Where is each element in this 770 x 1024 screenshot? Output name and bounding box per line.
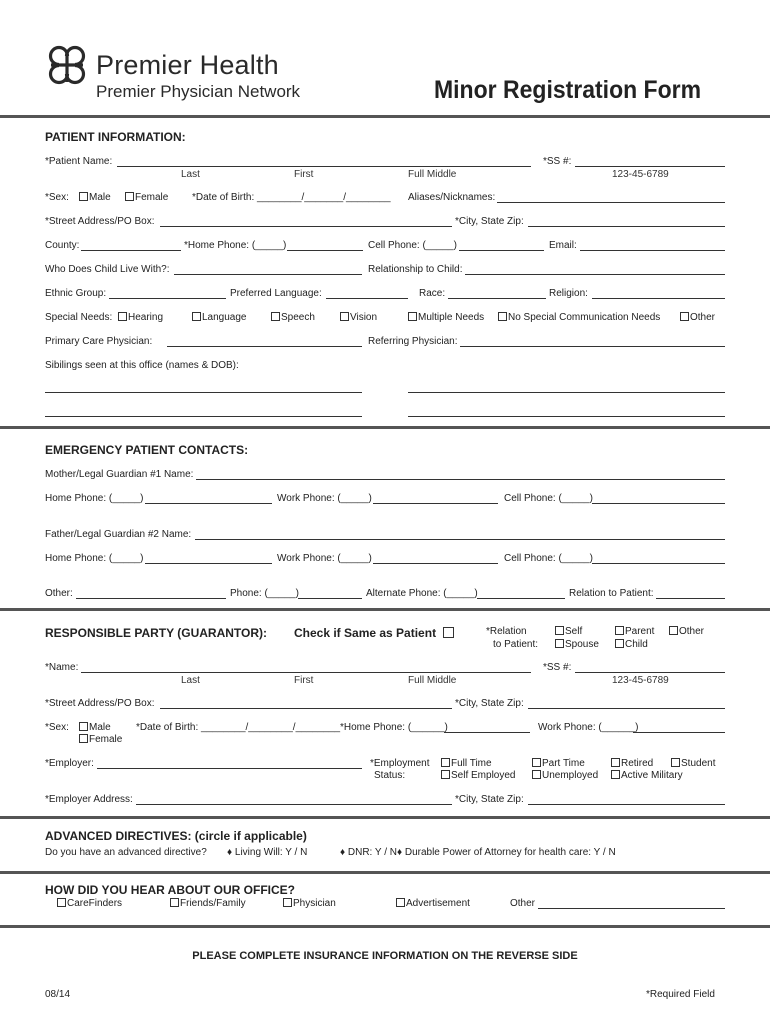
section-divider bbox=[0, 608, 770, 611]
carefinders-option[interactable]: CareFinders bbox=[57, 898, 122, 909]
patient-ss-label: *SS #: bbox=[543, 156, 572, 167]
patient-email-label: Email: bbox=[549, 240, 577, 251]
guarantor-name-label: *Name: bbox=[45, 662, 79, 673]
relation-self-option[interactable]: Self bbox=[555, 626, 582, 637]
ethnic-field[interactable] bbox=[109, 298, 226, 299]
guarantor-female-option[interactable]: Female bbox=[79, 734, 122, 745]
ethnic-label: Ethnic Group: bbox=[45, 288, 107, 299]
relationship-label: Relationship to Child: bbox=[368, 264, 463, 275]
guardian1-work-phone-label: Work Phone: (_____) bbox=[277, 493, 372, 504]
required-field-note: *Required Field bbox=[646, 989, 715, 1000]
patient-male-option[interactable]: Male bbox=[79, 192, 111, 203]
patient-county-field[interactable] bbox=[81, 250, 181, 251]
relation-parent-option[interactable]: Parent bbox=[615, 626, 654, 637]
patient-email-field[interactable] bbox=[580, 250, 725, 251]
guardian1-home-phone-label: Home Phone: (_____) bbox=[45, 493, 144, 504]
checkbox-icon[interactable] bbox=[118, 312, 127, 321]
guardian2-work-phone-label: Work Phone: (_____) bbox=[277, 553, 372, 564]
employer-address-field[interactable] bbox=[136, 804, 452, 805]
race-label: Race: bbox=[419, 288, 446, 299]
logo-subtitle: Premier Physician Network bbox=[96, 82, 301, 101]
checkbox-icon[interactable] bbox=[79, 734, 88, 743]
checkbox-icon[interactable] bbox=[283, 898, 292, 907]
needs-none-option[interactable]: No Special Communication Needs bbox=[498, 312, 660, 323]
patient-first-caption: First bbox=[294, 169, 314, 180]
guardian2-home-phone-label: Home Phone: (_____) bbox=[45, 553, 144, 564]
employer-field[interactable] bbox=[97, 768, 362, 769]
guarantor-ss-example: 123-45-6789 bbox=[612, 675, 669, 686]
checkbox-icon[interactable] bbox=[57, 898, 66, 907]
needs-hearing-option[interactable]: Hearing bbox=[118, 312, 163, 323]
checkbox-icon[interactable] bbox=[680, 312, 689, 321]
patient-dob-label[interactable]: *Date of Birth: ________/_______/________ bbox=[192, 192, 391, 203]
emergency-section-title: EMERGENCY PATIENT CONTACTS: bbox=[45, 443, 249, 457]
language-label: Preferred Language: bbox=[230, 288, 322, 299]
checkbox-icon[interactable] bbox=[125, 192, 134, 201]
checkbox-icon[interactable] bbox=[408, 312, 417, 321]
patient-ss-example: 123-45-6789 bbox=[612, 169, 669, 180]
logo-mark-icon bbox=[42, 44, 92, 90]
section-divider bbox=[0, 871, 770, 874]
lives-with-field[interactable] bbox=[174, 274, 362, 275]
patient-home-phone-label: *Home Phone: (_____) bbox=[184, 240, 287, 251]
relation-label: *Relation bbox=[486, 626, 527, 637]
retired-option[interactable]: Retired bbox=[611, 758, 653, 769]
alt-phone-label: Alternate Phone: (_____) bbox=[366, 588, 478, 599]
guarantor-sex-label: *Sex: bbox=[45, 722, 69, 733]
guarantor-middle-caption: Full Middle bbox=[408, 675, 457, 686]
race-field[interactable] bbox=[448, 298, 546, 299]
checkbox-icon[interactable] bbox=[615, 639, 624, 648]
referring-label: Referring Physician: bbox=[368, 336, 458, 347]
guardian2-label: Father/Legal Guardian #2 Name: bbox=[45, 529, 192, 540]
patient-city-field[interactable] bbox=[528, 226, 725, 227]
form-version: 08/14 bbox=[45, 989, 71, 1000]
checkbox-icon[interactable] bbox=[79, 722, 88, 731]
patient-city-label: *City, State Zip: bbox=[455, 216, 524, 227]
guardian1-cell-phone-label: Cell Phone: (_____) bbox=[504, 493, 593, 504]
employment-status-label: *Employment bbox=[370, 758, 430, 769]
pcp-field[interactable] bbox=[167, 346, 362, 347]
referral-section-title: HOW DID YOU HEAR ABOUT OUR OFFICE? bbox=[45, 883, 295, 897]
guardian2-cell-phone-field[interactable] bbox=[592, 563, 725, 564]
checkbox-icon[interactable] bbox=[611, 758, 620, 767]
relation-to-patient-field[interactable] bbox=[656, 598, 725, 599]
self-employed-option[interactable]: Self Employed bbox=[441, 770, 515, 781]
guardian2-work-phone-field[interactable] bbox=[373, 563, 498, 564]
friends-family-option[interactable]: Friends/Family bbox=[170, 898, 246, 909]
referral-other-label: Other bbox=[510, 898, 536, 909]
other-contact-field[interactable] bbox=[76, 598, 226, 599]
needs-vision-option[interactable]: Vision bbox=[340, 312, 377, 323]
part-time-option[interactable]: Part Time bbox=[532, 758, 585, 769]
patient-cell-phone-field[interactable] bbox=[459, 250, 544, 251]
checkbox-icon[interactable] bbox=[441, 758, 450, 767]
guardian1-cell-phone-field[interactable] bbox=[592, 503, 725, 504]
needs-language-option[interactable]: Language bbox=[192, 312, 247, 323]
relation-to-patient-label: Relation to Patient: bbox=[569, 588, 654, 599]
guardian1-work-phone-field[interactable] bbox=[373, 503, 498, 504]
other-contact-label: Other: bbox=[45, 588, 73, 599]
checkbox-icon[interactable] bbox=[79, 192, 88, 201]
patient-last-caption: Last bbox=[181, 169, 200, 180]
lives-with-label: Who Does Child Live With?: bbox=[45, 264, 170, 275]
premier-health-logo bbox=[42, 44, 92, 95]
checkbox-icon[interactable] bbox=[170, 898, 179, 907]
section-divider bbox=[0, 426, 770, 429]
siblings-field-1[interactable] bbox=[45, 392, 362, 393]
physician-option[interactable]: Physician bbox=[283, 898, 336, 909]
guarantor-city-label: *City, State Zip: bbox=[455, 698, 524, 709]
patient-middle-caption: Full Middle bbox=[408, 169, 457, 180]
guarantor-section-title: RESPONSIBLE PARTY (GUARANTOR): bbox=[45, 626, 268, 640]
guarantor-address-field[interactable] bbox=[160, 708, 452, 709]
guardian2-cell-phone-label: Cell Phone: (_____) bbox=[504, 553, 593, 564]
relation-other-option[interactable]: Other bbox=[669, 626, 704, 637]
form-title: Minor Registration Form bbox=[434, 76, 702, 104]
guarantor-last-caption: Last bbox=[181, 675, 200, 686]
full-time-option[interactable]: Full Time bbox=[441, 758, 492, 769]
patient-address-field[interactable] bbox=[160, 226, 452, 227]
guarantor-dob-label[interactable]: *Date of Birth: ________/________/________ bbox=[136, 722, 341, 733]
patient-name-field[interactable] bbox=[117, 166, 531, 167]
guarantor-ss-field[interactable] bbox=[575, 672, 725, 673]
guardian1-home-phone-field[interactable] bbox=[145, 503, 272, 504]
guarantor-ss-label: *SS #: bbox=[543, 662, 572, 673]
header-divider bbox=[0, 115, 770, 118]
patient-ss-field[interactable] bbox=[575, 166, 725, 167]
religion-field[interactable] bbox=[592, 298, 725, 299]
checkbox-icon[interactable] bbox=[271, 312, 280, 321]
referral-other-field[interactable] bbox=[538, 908, 725, 909]
religion-label: Religion: bbox=[549, 288, 588, 299]
guardian1-field[interactable] bbox=[196, 479, 725, 480]
checkbox-icon[interactable] bbox=[555, 626, 564, 635]
section-divider bbox=[0, 816, 770, 819]
patient-sex-label: *Sex: bbox=[45, 192, 69, 203]
dnr-poa-option[interactable]: ♦ DNR: Y / N♦ Durable Power of Attorney for health care: Y / N bbox=[340, 847, 616, 858]
checkbox-icon[interactable] bbox=[532, 770, 541, 779]
logo-title: Premier Health bbox=[96, 50, 279, 80]
checkbox-icon[interactable] bbox=[340, 312, 349, 321]
checkbox-icon[interactable] bbox=[396, 898, 405, 907]
guarantor-name-field[interactable] bbox=[81, 672, 531, 673]
employer-label: *Employer: bbox=[45, 758, 94, 769]
relation-label-2: to Patient: bbox=[493, 639, 539, 650]
patient-female-option[interactable]: Female bbox=[125, 192, 168, 203]
siblings-field-2[interactable] bbox=[408, 392, 725, 393]
guarantor-male-option[interactable]: Male bbox=[79, 722, 111, 733]
checkbox-icon[interactable] bbox=[671, 758, 680, 767]
advertisement-option[interactable]: Advertisement bbox=[396, 898, 470, 909]
employer-city-field[interactable] bbox=[528, 804, 725, 805]
checkbox-icon[interactable] bbox=[443, 627, 454, 638]
checkbox-icon[interactable] bbox=[192, 312, 201, 321]
employer-city-label: *City, State Zip: bbox=[455, 794, 524, 805]
active-military-option[interactable]: Active Military bbox=[611, 770, 683, 781]
needs-speech-option[interactable]: Speech bbox=[271, 312, 315, 323]
siblings-field-3[interactable] bbox=[45, 416, 362, 417]
relation-spouse-option[interactable]: Spouse bbox=[555, 639, 599, 650]
relation-child-option[interactable]: Child bbox=[615, 639, 648, 650]
guardian2-home-phone-field[interactable] bbox=[145, 563, 272, 564]
siblings-label: Sibilings seen at this office (names & DOB): bbox=[45, 360, 239, 371]
siblings-field-4[interactable] bbox=[408, 416, 725, 417]
patient-aliases-label: Aliases/Nicknames: bbox=[408, 192, 496, 203]
relationship-field[interactable] bbox=[465, 274, 725, 275]
checkbox-icon[interactable] bbox=[555, 639, 564, 648]
guarantor-work-phone-label: Work Phone: (______) bbox=[538, 722, 639, 733]
checkbox-icon[interactable] bbox=[498, 312, 507, 321]
guarantor-home-phone-field[interactable] bbox=[444, 732, 530, 733]
patient-home-phone-field[interactable] bbox=[287, 250, 363, 251]
same-as-patient-option[interactable]: Check if Same as Patient bbox=[294, 626, 455, 640]
needs-multiple-option[interactable]: Multiple Needs bbox=[408, 312, 484, 323]
patient-county-label: County: bbox=[45, 240, 80, 251]
special-needs-label: Special Needs: bbox=[45, 312, 113, 323]
directive-question: Do you have an advanced directive? bbox=[45, 847, 207, 858]
guarantor-address-label: *Street Address/PO Box: bbox=[45, 698, 155, 709]
other-phone-label: Phone: (_____) bbox=[230, 588, 299, 599]
patient-cell-phone-label: Cell Phone: (_____) bbox=[368, 240, 457, 251]
directives-section-title: ADVANCED DIRECTIVES: (circle if applicable) bbox=[45, 829, 307, 843]
patient-name-label: *Patient Name: bbox=[45, 156, 113, 167]
section-divider bbox=[0, 925, 770, 928]
living-will-option[interactable]: ♦ Living Will: Y / N bbox=[227, 847, 308, 858]
patient-aliases-field[interactable] bbox=[497, 202, 725, 203]
guarantor-first-caption: First bbox=[294, 675, 314, 686]
pcp-label: Primary Care Physician: bbox=[45, 336, 153, 347]
guardian2-field[interactable] bbox=[195, 539, 725, 540]
alt-phone-field[interactable] bbox=[477, 598, 565, 599]
checkbox-icon[interactable] bbox=[615, 626, 624, 635]
student-option[interactable]: Student bbox=[671, 758, 715, 769]
guardian1-label: Mother/Legal Guardian #1 Name: bbox=[45, 469, 194, 480]
guarantor-work-phone-field[interactable] bbox=[633, 732, 725, 733]
patient-section-title: PATIENT INFORMATION: bbox=[45, 130, 186, 144]
checkbox-icon[interactable] bbox=[611, 770, 620, 779]
language-field[interactable] bbox=[326, 298, 408, 299]
employer-address-label: *Employer Address: bbox=[45, 794, 133, 805]
checkbox-icon[interactable] bbox=[441, 770, 450, 779]
insurance-note: PLEASE COMPLETE INSURANCE INFORMATION ON THE REVERSE SIDE bbox=[192, 950, 578, 962]
checkbox-icon[interactable] bbox=[669, 626, 678, 635]
referring-field[interactable] bbox=[460, 346, 725, 347]
guarantor-home-phone-label: *Home Phone: (______) bbox=[340, 722, 448, 733]
employment-status-label-2: Status: bbox=[374, 770, 406, 781]
checkbox-icon[interactable] bbox=[532, 758, 541, 767]
unemployed-option[interactable]: Unemployed bbox=[532, 770, 598, 781]
other-phone-field[interactable] bbox=[298, 598, 362, 599]
guarantor-city-field[interactable] bbox=[528, 708, 725, 709]
patient-address-label: *Street Address/PO Box: bbox=[45, 216, 155, 227]
needs-other-option[interactable]: Other bbox=[680, 312, 715, 323]
